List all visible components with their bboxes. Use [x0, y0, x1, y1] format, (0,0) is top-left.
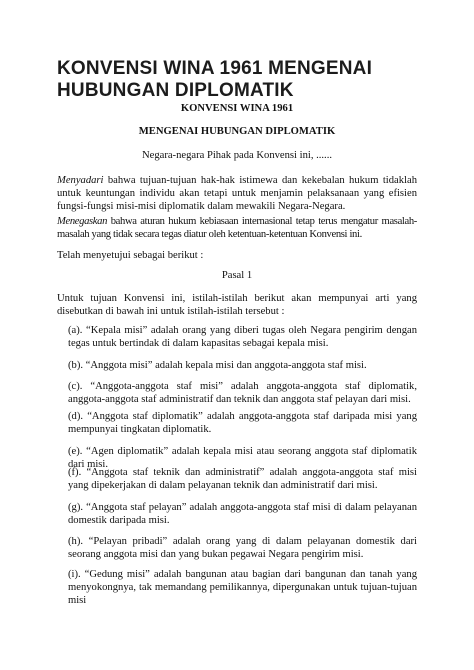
definition-item: (b). “Anggota misi” adalah kepala misi dan anggota-anggota staf misi. [68, 360, 367, 371]
paragraph-menegaskan [57, 215, 417, 241]
heading-convention: KONVENSI WINA 1961 [180, 103, 294, 114]
article-intro: Untuk tujuan Konvensi ini, istilah-istilah berikut akan mempunyai arti yang disebutkan di bawah ini untuk istilah-istilah tersebut : [57, 293, 417, 317]
menegaskan-text: bahwa aturan hukum kebiasaan internasional tetap terus mengatur masalah-masalah yang tidak secara tegas diatur oleh ketentuan-ketentuan Konvensi ini. [57, 216, 417, 240]
definition-item: (a). “Kepala misi” adalah orang yang diberi tugas oleh Negara pengirim dengan tegas untuk bertindak di dalam kapasitas sebagai kepala misi. [68, 325, 417, 349]
paragraph-menyadari [57, 174, 417, 213]
definition-item: (c). “Anggota-anggota staf misi” adalah anggota-anggota staf diplomatik, anggota-anggota staf administratif dan teknik dan anggota staf pelayan dari misi. [68, 381, 417, 405]
menyadari-emphasis: Menyadari [57, 175, 104, 186]
article-heading: Pasal 1 [221, 270, 253, 281]
definition-item: (h). “Pelayan pribadi” adalah orang yang di dalam pelayanan domestik dari seorang anggota misi dan yang bukan pegawai Negara pengirim misi. [68, 536, 417, 560]
preamble-intro: Negara-negara Pihak pada Konvensi ini, ...... [141, 150, 333, 161]
paragraph-agreement: Telah menyetujui sebagai berikut : [57, 250, 204, 261]
menegaskan-emphasis: Menegaskan [57, 216, 108, 227]
document-title: KONVENSI WINA 1961 MENGENAI HUBUNGAN DIPLOMATIK [57, 58, 373, 101]
definition-item: (d). “Anggota staf diplomatik” adalah anggota-anggota staf daripada misi yang mempunyai tingkatan diplomatik. [68, 411, 417, 435]
menyadari-text: bahwa tujuan-tujuan hak-hak istimewa dan kekebalan hukum tidaklah untuk keuntungan individu akan tetapi untuk menjamin pelaksanaan yang efisien fungsi-fungsi misi-misi diplomatik dalam mewakili Negara-Negara. [57, 175, 417, 212]
heading-subject: MENGENAI HUBUNGAN DIPLOMATIK [138, 126, 336, 137]
definition-item: (e). “Agen diplomatik” adalah kepala misi atau seorang anggota staf diplomatik dari misi. [68, 446, 417, 470]
definition-item: (i). “Gedung misi” adalah bangunan atau bagian dari bangunan dan tanah yang menyokongnya, tak memandang pemilikannya, dipergunakan untuk tujuan-tujuan misi [68, 569, 417, 606]
definition-item: (f). “Anggota staf teknik dan administratif” adalah anggota-anggota staf misi yang dipekerjakan di dalam pelayanan teknik dan administratif dari misi. [68, 467, 417, 491]
definition-item: (g). “Anggota staf pelayan” adalah anggota-anggota staf misi di dalam pelayanan domestik daripada misi. [68, 502, 417, 526]
